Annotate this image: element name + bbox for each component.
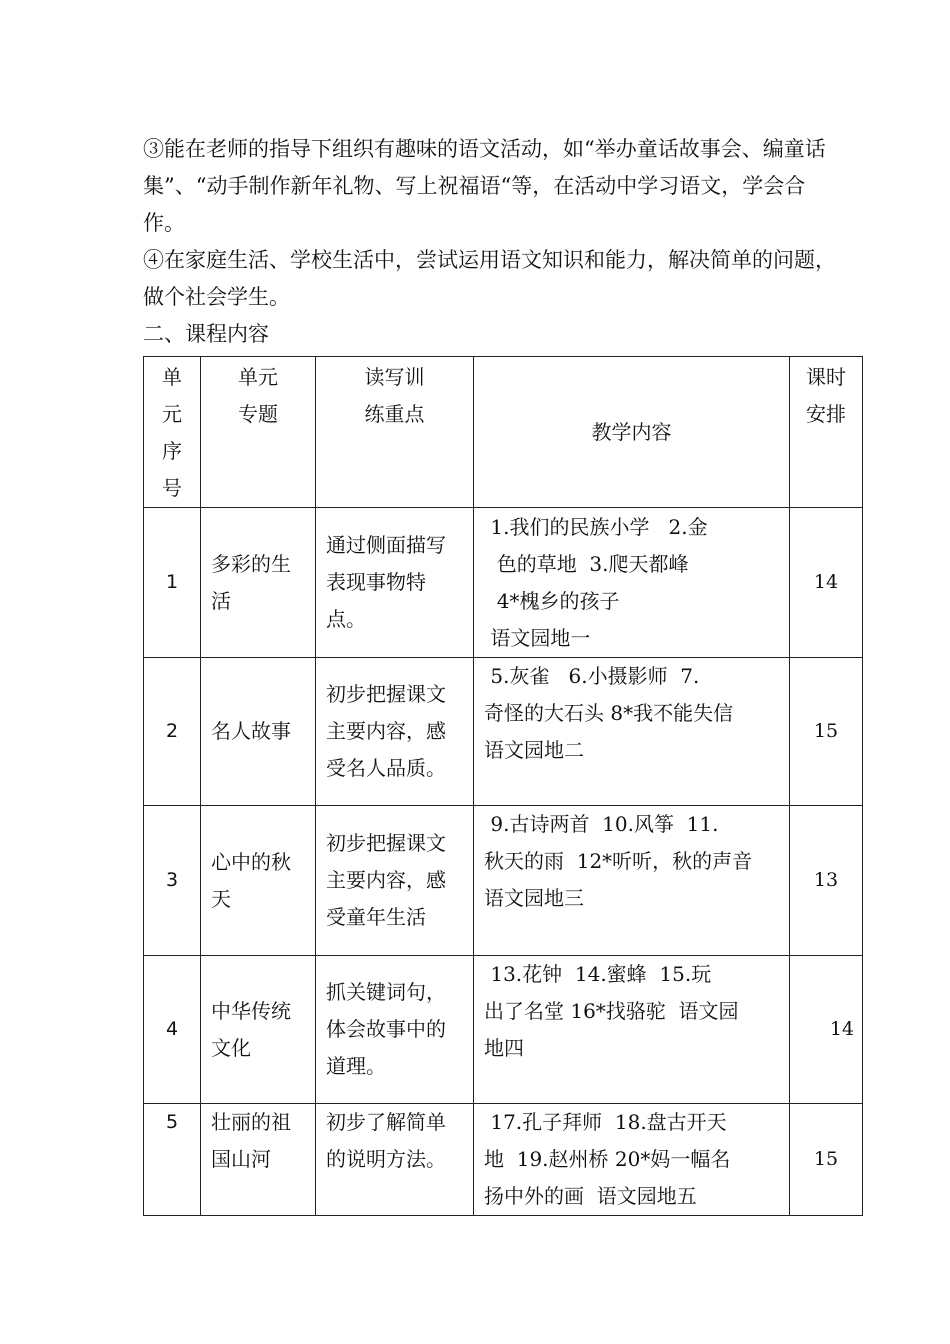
header-unit-topic: 单元 专题	[201, 357, 316, 508]
goal-paragraph-4: ④在家庭生活、学校生活中，尝试运用语文知识和能力，解决简单的问题，做个社会学生。	[143, 248, 836, 309]
teaching-content: 13.花钟 14.蜜蜂 15.玩 出了名堂 16*找骆驼 语文园 地四	[474, 956, 790, 1104]
teaching-content: 9.古诗两首 10.风筝 11. 秋天的雨 12*听听，秋的声音 语文园地三	[474, 806, 790, 956]
class-hours: 14	[790, 508, 863, 658]
teaching-content: 1.我们的民族小学 2.金 色的草地 3.爬天都峰 4*槐乡的孩子 语文园地一	[474, 508, 790, 658]
table-row	[144, 956, 863, 1104]
training-focus: 初步了解简单 的说明方法。	[316, 1104, 474, 1216]
unit-topic: 中华传统 文化	[201, 956, 316, 1104]
table-row	[144, 508, 863, 658]
section-heading: 二、课程内容	[143, 322, 269, 346]
class-hours: 15	[790, 1104, 863, 1216]
unit-number: 4	[144, 956, 201, 1104]
goal-paragraph-3: ③能在老师的指导下组织有趣味的语文活动，如“举办童话故事会、编童话集”、“动手制作新年礼物、写上祝福语“等，在活动中学习语文，学会合作。	[143, 137, 826, 235]
table-row	[144, 806, 863, 956]
training-focus: 通过侧面描写 表现事物特 点。	[316, 508, 474, 658]
unit-topic: 壮丽的祖 国山河	[201, 1104, 316, 1216]
class-hours: 14	[790, 956, 863, 1104]
unit-number: 5	[144, 1104, 201, 1216]
header-unit-number: 单 元 序 号	[144, 357, 201, 508]
unit-number: 2	[144, 658, 201, 806]
unit-topic: 多彩的生 活	[201, 508, 316, 658]
table-row	[144, 1104, 863, 1216]
unit-number: 3	[144, 806, 201, 956]
teaching-content: 5.灰雀 6.小摄影师 7. 奇怪的大石头 8*我不能失信 语文园地二	[474, 658, 790, 806]
training-focus: 抓关键词句， 体会故事中的 道理。	[316, 956, 474, 1104]
class-hours: 15	[790, 658, 863, 806]
unit-topic: 名人故事	[201, 658, 316, 806]
course-content-table	[143, 356, 863, 1216]
training-focus: 初步把握课文 主要内容，感 受童年生活	[316, 806, 474, 956]
unit-number: 1	[144, 508, 201, 658]
table-row	[144, 658, 863, 806]
class-hours: 13	[790, 806, 863, 956]
table-header-row	[144, 357, 863, 508]
header-training-focus: 读写训 练重点	[316, 357, 474, 508]
unit-topic: 心中的秋 天	[201, 806, 316, 956]
training-focus: 初步把握课文 主要内容，感 受名人品质。	[316, 658, 474, 806]
teaching-content: 17.孔子拜师 18.盘古开天 地 19.赵州桥 20*妈一幅名 扬中外的画 语文园地五	[474, 1104, 790, 1216]
header-teaching-content: 教学内容	[474, 357, 790, 508]
header-class-hours: 课时 安排	[790, 357, 863, 508]
